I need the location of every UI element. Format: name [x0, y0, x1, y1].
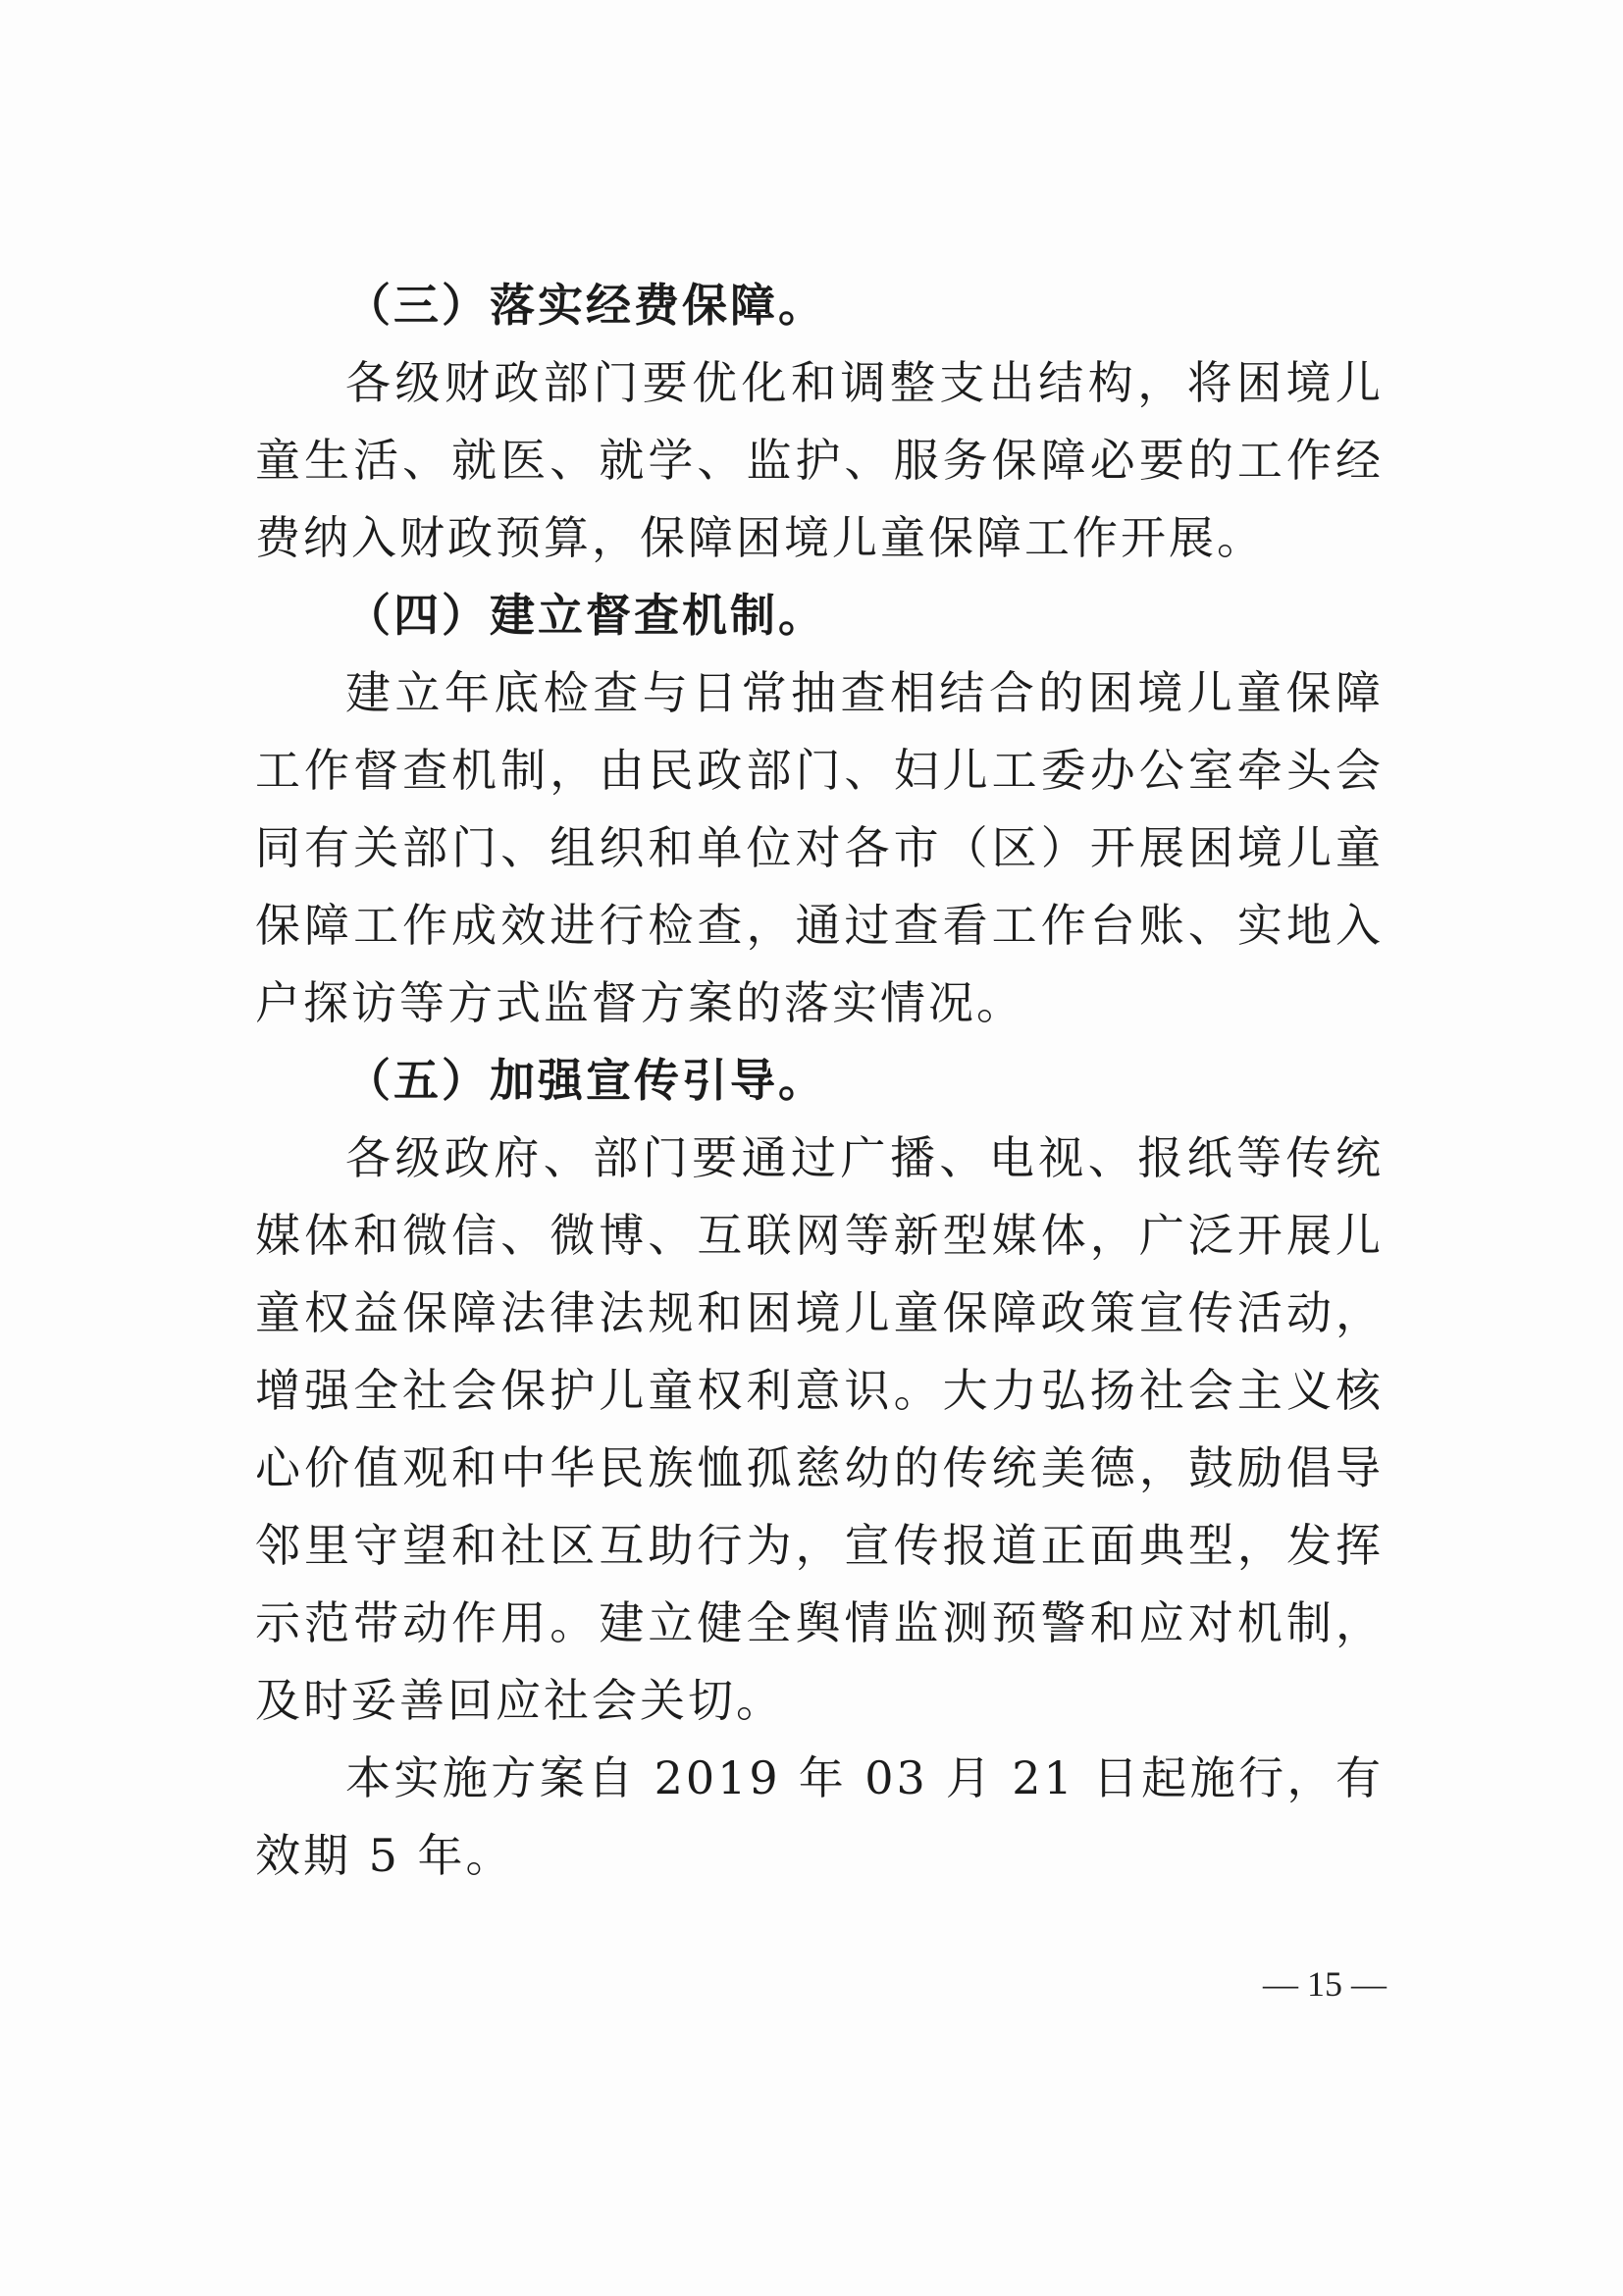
section-heading-5: （五）加强宣传引导。: [345, 1054, 826, 1107]
paragraph-publicity: 各级政府、部门要通过广播、电视、报纸等传统媒体和微信、微博、互联网等新型媒体，广泛开展儿童权益保障法律法规和困境儿童保障政策宣传活动，增强全社会保护儿童权利意识。大力弘扬社会主义核心价值观和中华民族恤孤慈幼的传统美德，鼓励倡导邻里守望和社区互助行为，宣传报道正面典型，发挥示范带动作用。建立健全舆情监测预警和应对机制，及时妥善回应社会关切。: [255, 1131, 1384, 1727]
document-body: [255, 267, 1384, 1895]
paragraph-effective-date: 本实施方案自 2019 年 03 月 21 日起施行，有效期 5 年。: [255, 1751, 1384, 1882]
paragraph-funding: 各级财政部门要优化和调整支出结构，将困境儿童生活、就医、就学、监护、服务保障必要的工作经费纳入财政预算，保障困境儿童保障工作开展。: [255, 356, 1384, 564]
section-heading-3: （三）落实经费保障。: [345, 279, 826, 332]
section-heading-4: （四）建立督查机制。: [345, 589, 826, 642]
page-number: — 15 —: [1263, 1964, 1387, 2004]
paragraph-supervision: 建立年底检查与日常抽查相结合的困境儿童保障工作督查机制，由民政部门、妇儿工委办公室牵头会同有关部门、组织和单位对各市（区）开展困境儿童保障工作成效进行检查，通过查看工作台账、实地入户探访等方式监督方案的落实情况。: [255, 666, 1384, 1029]
